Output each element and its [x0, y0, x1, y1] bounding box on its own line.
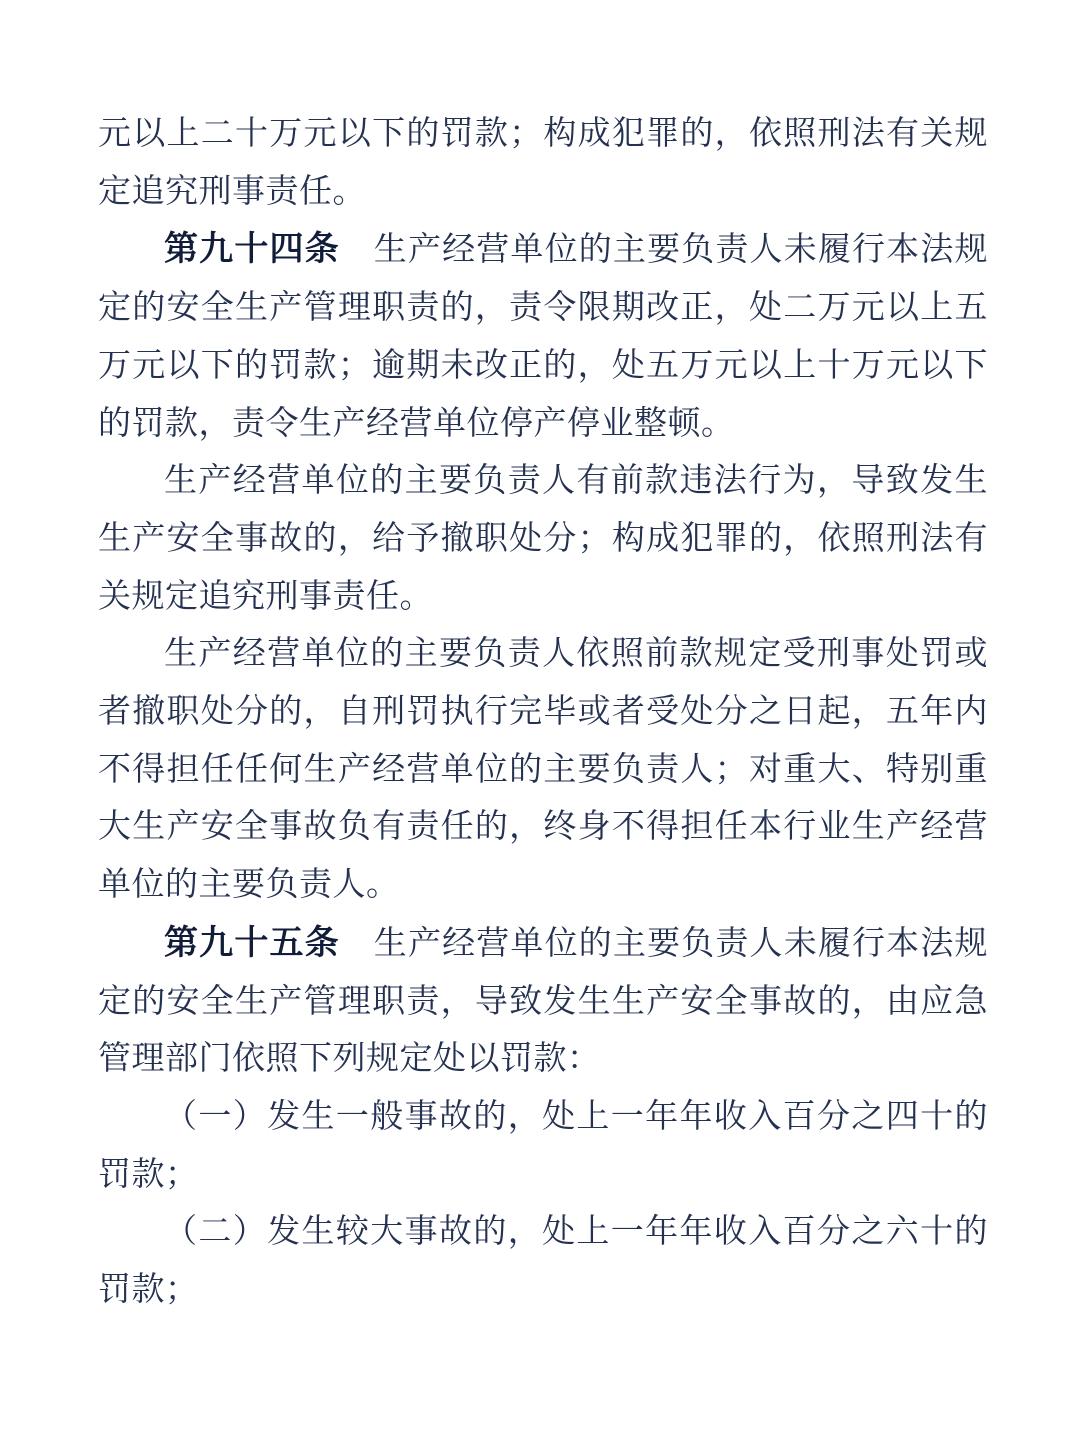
paragraph-text: 生产经营单位的主要负责人未履行本法规定的安全生产管理职责的，责令限期改正，处二万元以上五万元以下的罚款；逾期未改正的，处五万元以上十万元以下的罚款，责令生产经营单位停产停业整顿。: [98, 232, 989, 442]
legal-list-item-1: [98, 1089, 988, 1204]
article-heading: 第九十四条: [164, 230, 340, 269]
legal-paragraph: [98, 626, 988, 915]
paragraph-text: （一）发生一般事故的，处上一年年收入百分之四十的罚款；: [98, 1098, 988, 1193]
paragraph-text: 生产经营单位的主要负责人未履行本法规定的安全生产管理职责，导致发生生产安全事故的，由应急管理部门依照下列规定处以罚款：: [98, 925, 989, 1078]
legal-paragraph-article-95: [98, 915, 988, 1089]
legal-paragraph: [98, 453, 988, 626]
legal-list-item-2: [98, 1204, 988, 1319]
paragraph-text: （二）发生较大事故的，处上一年年收入百分之六十的罚款；: [98, 1214, 988, 1309]
article-heading: 第九十五条: [164, 923, 340, 962]
legal-text-body: [98, 106, 988, 1320]
legal-paragraph-article-94: [98, 221, 988, 453]
paragraph-text: 生产经营单位的主要负责人依照前款规定受刑事处罚或者撤职处分的，自刑罚执行完毕或者受处分之日起，五年内不得担任任何生产经营单位的主要负责人；对重大、特别重大生产安全事故负有责任的，终身不得担任本行业生产经营单位的主要负责人。: [98, 636, 988, 904]
legal-paragraph: [98, 106, 988, 221]
paragraph-text: 生产经营单位的主要负责人有前款违法行为，导致发生生产安全事故的，给予撤职处分；构成犯罪的，依照刑法有关规定追究刑事责任。: [98, 463, 988, 615]
paragraph-text: 元以上二十万元以下的罚款；构成犯罪的，依照刑法有关规定追究刑事责任。: [98, 116, 988, 210]
